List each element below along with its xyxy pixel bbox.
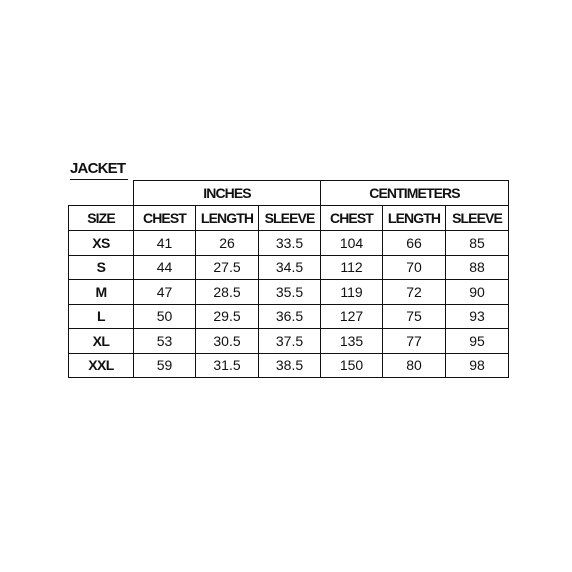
cm-chest-cell: 112 bbox=[321, 255, 383, 280]
inches-sleeve-cell: 38.5 bbox=[259, 353, 321, 378]
cm-length-cell: 70 bbox=[383, 255, 446, 280]
cm-length-cell: 77 bbox=[383, 329, 446, 354]
inches-sleeve-cell: 35.5 bbox=[259, 280, 321, 305]
size-column-header: SIZE bbox=[69, 206, 134, 231]
table-title: JACKET bbox=[70, 160, 128, 180]
size-cell: XXL bbox=[69, 353, 134, 378]
cm-length-cell: 66 bbox=[383, 231, 446, 256]
cm-sleeve-cell: 90 bbox=[446, 280, 509, 305]
inches-sleeve-cell: 34.5 bbox=[259, 255, 321, 280]
inches-chest-cell: 44 bbox=[134, 255, 196, 280]
inches-length-header: LENGTH bbox=[196, 206, 259, 231]
inches-chest-cell: 50 bbox=[134, 304, 196, 329]
inches-chest-cell: 41 bbox=[134, 231, 196, 256]
table-row bbox=[69, 255, 509, 280]
cm-chest-cell: 119 bbox=[321, 280, 383, 305]
inches-chest-cell: 59 bbox=[134, 353, 196, 378]
inches-chest-cell: 47 bbox=[134, 280, 196, 305]
cm-chest-cell: 104 bbox=[321, 231, 383, 256]
cm-sleeve-cell: 85 bbox=[446, 231, 509, 256]
cm-chest-cell: 150 bbox=[321, 353, 383, 378]
size-cell: L bbox=[69, 304, 134, 329]
inches-sleeve-header: SLEEVE bbox=[259, 206, 321, 231]
table-row bbox=[69, 304, 509, 329]
size-cell: M bbox=[69, 280, 134, 305]
group-header-row bbox=[69, 181, 509, 206]
cm-chest-cell: 135 bbox=[321, 329, 383, 354]
inches-length-cell: 31.5 bbox=[196, 353, 259, 378]
cm-sleeve-cell: 98 bbox=[446, 353, 509, 378]
size-chart-table bbox=[68, 180, 509, 378]
corner-cell bbox=[69, 181, 134, 206]
cm-sleeve-cell: 88 bbox=[446, 255, 509, 280]
size-cell: XS bbox=[69, 231, 134, 256]
inches-sleeve-cell: 33.5 bbox=[259, 231, 321, 256]
cm-sleeve-header: SLEEVE bbox=[446, 206, 509, 231]
inches-sleeve-cell: 36.5 bbox=[259, 304, 321, 329]
inches-length-cell: 27.5 bbox=[196, 255, 259, 280]
size-cell: S bbox=[69, 255, 134, 280]
cm-sleeve-cell: 93 bbox=[446, 304, 509, 329]
column-header-row bbox=[69, 206, 509, 231]
cm-length-cell: 72 bbox=[383, 280, 446, 305]
table-row bbox=[69, 329, 509, 354]
cm-length-cell: 80 bbox=[383, 353, 446, 378]
inches-length-cell: 30.5 bbox=[196, 329, 259, 354]
inches-length-cell: 28.5 bbox=[196, 280, 259, 305]
size-cell: XL bbox=[69, 329, 134, 354]
table-row bbox=[69, 280, 509, 305]
cm-sleeve-cell: 95 bbox=[446, 329, 509, 354]
table-row bbox=[69, 353, 509, 378]
inches-chest-cell: 53 bbox=[134, 329, 196, 354]
table-row bbox=[69, 231, 509, 256]
inches-length-cell: 29.5 bbox=[196, 304, 259, 329]
centimeters-group-header: CENTIMETERS bbox=[321, 181, 509, 206]
inches-sleeve-cell: 37.5 bbox=[259, 329, 321, 354]
cm-length-cell: 75 bbox=[383, 304, 446, 329]
inches-chest-header: CHEST bbox=[134, 206, 196, 231]
cm-length-header: LENGTH bbox=[383, 206, 446, 231]
inches-length-cell: 26 bbox=[196, 231, 259, 256]
inches-group-header: INCHES bbox=[134, 181, 321, 206]
cm-chest-header: CHEST bbox=[321, 206, 383, 231]
cm-chest-cell: 127 bbox=[321, 304, 383, 329]
